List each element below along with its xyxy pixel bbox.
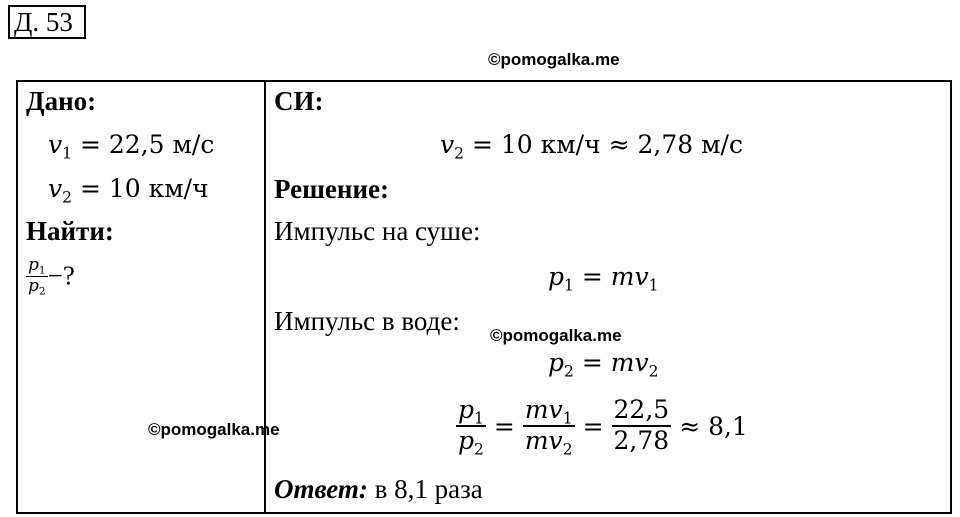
ratio-fraction-mv: $\frac{mv_1}{mv_2}$ <box>524 395 573 459</box>
problem-label: Д. 53 <box>8 5 86 39</box>
land-momentum-text: Импульс на суше: <box>274 216 481 246</box>
ratio-fraction-p: $\frac{p_1}{p_2}$ <box>458 395 484 459</box>
water-momentum-text: Импульс в воде: <box>274 306 460 336</box>
land-momentum-formula: $p_1 = mv_1$ <box>548 262 659 295</box>
watermark-top: ©pomogalka.me <box>488 50 620 69</box>
ratio-fraction-numeric: $\frac{22,5}{2,78}$ <box>613 395 670 455</box>
find-ratio: $\frac{p_1}{p_2}$ −? <box>28 255 75 298</box>
solution-title: Решение: <box>274 174 389 204</box>
column-divider <box>264 80 266 514</box>
si-conversion: $v_2 = 10$ км/ч ≈ 2,78 м/с <box>440 130 743 163</box>
answer: Ответ: в 8,1 раза <box>274 474 483 504</box>
given-title: Дано: <box>26 86 97 116</box>
given-v1: $v_1 = 22,5$ м/с <box>48 130 215 163</box>
given-v2: $v_2 = 10$ км/ч <box>48 174 209 207</box>
ratio-equation: $\frac{p_1}{p_2}$ = $\frac{mv_1}{mv_2}$ = $\frac{22,5}{2,78}$ ≈ 8,1 <box>458 395 748 459</box>
si-title: СИ: <box>274 86 324 116</box>
find-title: Найти: <box>26 216 114 246</box>
water-momentum-formula: $p_2 = mv_2$ <box>548 348 659 381</box>
watermark-middle: ©pomogalka.me <box>490 326 622 345</box>
watermark-bottom: ©pomogalka.me <box>148 420 280 439</box>
